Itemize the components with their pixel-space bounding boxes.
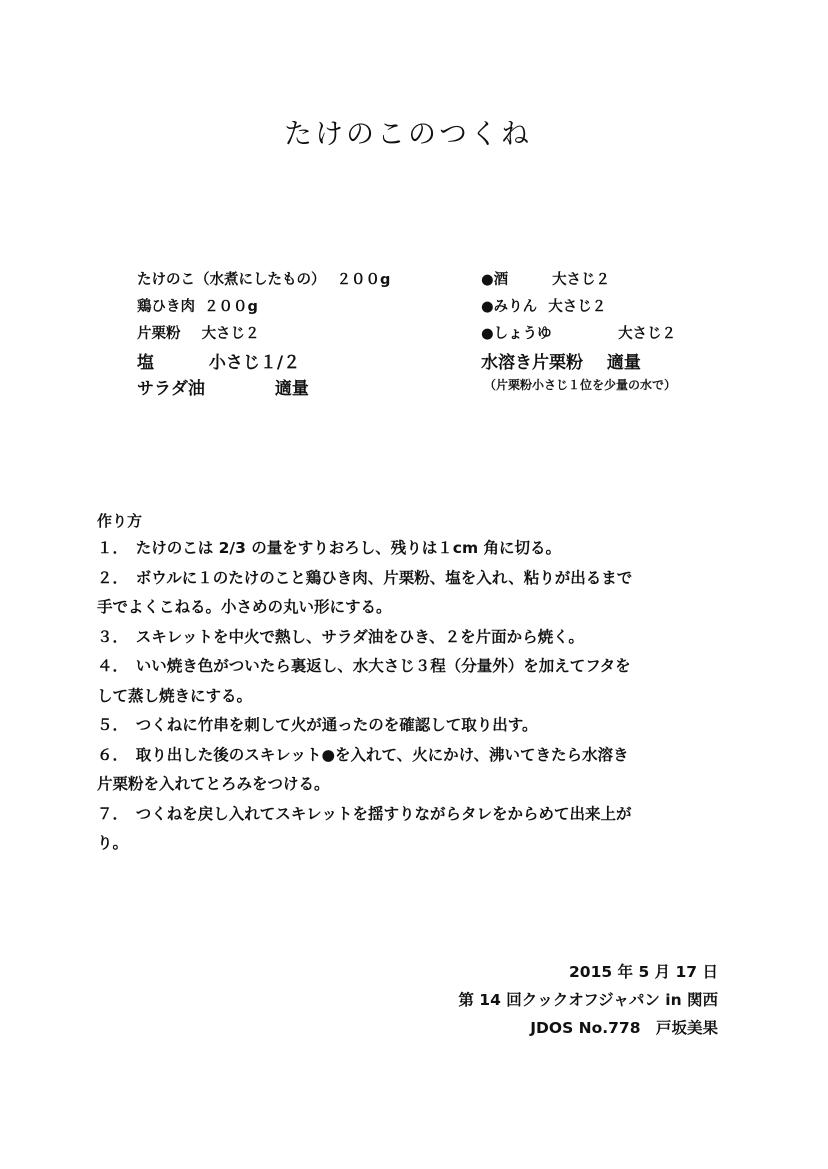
step-line: ４． いい焼き色がついたら裏返し、水大さじ３程（分量外）を加えてフタを: [97, 657, 631, 675]
ingredient-amount: 大さじ２: [552, 272, 611, 288]
footer: [458, 958, 718, 1042]
ingredient-name: ●みりん: [481, 299, 538, 315]
ingredient-name: サラダ油: [137, 379, 205, 399]
ingredient-name: 片栗粉: [137, 326, 181, 342]
step-line: ６． 取り出した後のスキレット●を入れて、火にかけ、沸いてきたら水溶き: [97, 745, 629, 764]
ingredient-amount: 大さじ２: [201, 326, 260, 342]
ingredient-mirin: [481, 295, 606, 316]
ingredient-salad-oil: [137, 374, 309, 399]
ingredient-potato-starch: [137, 322, 260, 343]
step-line: ２． ボウルに１のたけのこと鶏ひき肉、片栗粉、塩を入れ、粘りが出るまで: [97, 568, 633, 587]
footer-date: 2015 年 5 月 17 日: [569, 963, 718, 981]
ingredient-amount: 小さじ１/２: [208, 353, 301, 373]
ingredient-amount: 大さじ２: [548, 299, 607, 315]
ingredient-slurry-note: [484, 376, 676, 393]
ingredient-amount: 大さじ２: [618, 326, 677, 342]
ingredient-salt: [137, 348, 300, 373]
ingredient-name: ●酒: [481, 272, 509, 288]
steps-heading: 作り方: [97, 512, 143, 530]
step-line: ３． スキレットを中火で熱し、サラダ油をひき、２を片面から焼く。: [97, 627, 584, 646]
step-line: ７． つくねを戻し入れてスキレットを揺すりながらタレをからめて出来上が: [97, 804, 632, 823]
ingredient-note: （片栗粉小さじ１位を少量の水で）: [484, 378, 677, 392]
ingredient-name: 水溶き片栗粉: [481, 353, 583, 373]
ingredient-name: ●しょうゆ: [481, 326, 552, 342]
ingredient-amount: ２００g: [336, 272, 391, 288]
footer-event: 第 14 回クックオフジャパン in 関西: [458, 991, 718, 1009]
ingredient-bamboo-shoot: [137, 268, 390, 289]
steps-list: [97, 534, 723, 859]
step-line: １． たけのこは 2/3 の量をすりおろし、残りは１cm 角に切る。: [97, 539, 562, 557]
ingredient-amount: 適量: [274, 379, 309, 399]
ingredient-name: 塩: [137, 353, 154, 373]
recipe-title: たけのこのつくね: [283, 117, 532, 150]
ingredient-soy-sauce: [481, 322, 676, 343]
step-line: 片栗粉を入れてとろみをつける。: [97, 775, 330, 793]
step-line: ５． つくねに竹串を刺して火が通ったのを確認して取り出す。: [97, 716, 538, 734]
ingredient-name: たけのこ（水煮にしたもの）: [137, 272, 326, 288]
ingredient-name: 鶏ひき肉: [137, 299, 195, 315]
ingredient-starch-slurry: [481, 348, 641, 373]
ingredient-amount: 適量: [606, 353, 641, 373]
step-line: り。: [97, 834, 129, 852]
step-line: 手でよくこねる。小さめの丸い形にする。: [97, 598, 392, 616]
ingredient-amount: ２００g: [204, 299, 258, 315]
ingredient-ground-chicken: [137, 295, 258, 316]
ingredient-sake: [481, 268, 610, 289]
step-line: して蒸し焼きにする。: [97, 686, 253, 705]
footer-author: JDOS No.778 戸坂美果: [530, 1019, 718, 1037]
